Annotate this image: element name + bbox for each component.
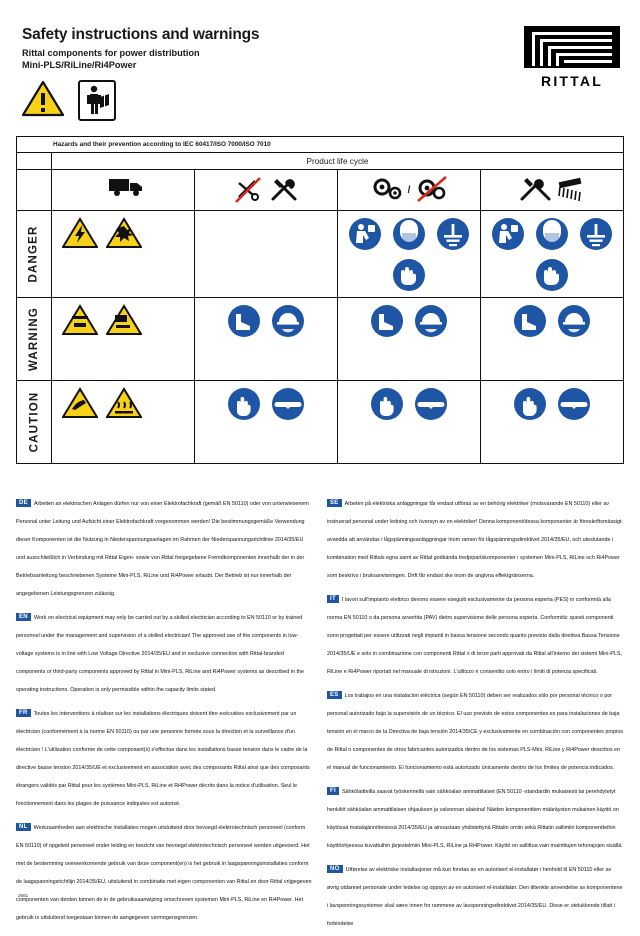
mandatory-earth-ground-icon (436, 217, 470, 251)
paragraph-nl (16, 816, 313, 924)
mandatory-safety-gloves-icon (513, 387, 547, 421)
row-label-caution: CAUTION (17, 381, 52, 463)
lifecycle-phase-installation (195, 170, 338, 210)
language-tag-fi: FI (327, 787, 339, 796)
warning-hot-surface-icon (106, 387, 140, 421)
paragraph-de (16, 492, 313, 600)
danger-cell-maintenance (481, 211, 623, 297)
paragraph-se (327, 492, 624, 582)
product-life-cycle-label: Product life cycle (306, 156, 369, 166)
multilingual-text-block (16, 492, 624, 936)
rittal-logo-mark (524, 26, 620, 68)
mandatory-insulated-gloves-icon (535, 258, 569, 292)
subtitle-line-2: Mini-PLS/RiLine/Ri4Power (22, 60, 137, 71)
caution-cell-transport (52, 381, 195, 463)
mandatory-face-shield-icon (535, 217, 569, 251)
document-header (22, 26, 442, 72)
mandatory-safety-helmet-icon (414, 304, 448, 338)
caution-cell-maintenance (481, 381, 623, 463)
gear-separator-slash: / (407, 184, 411, 196)
mandatory-eye-protection-icon (557, 387, 591, 421)
language-tag-de: DE (16, 499, 31, 508)
paragraph-it (327, 588, 624, 678)
warning-cell-operation (338, 298, 481, 380)
tools-and-brush-icon (519, 175, 549, 205)
paragraph-nl-text: Werkzaamheden aan elektrische installaties mogen uitsluitend door bevoegd elektrotechnisch personeel (conform EN 50110) of opgeleid personeel onder leiding en toezicht van bevoegd elektrotechnisch personeel worden uitgevoerd. Het met de bestemming overeenkomende gebruik van deze component(en) is het gebruik in laagspanningsinstallaties conform de laagspanningsrichtlijn 2014/35/EU, uitsluitend in combinatie met eigen componenten van Rittal en door Rittal vrijgegeven componenten van derden binnen de in de gebruiksaanwijzing omschreven systemen Mini-PLS, RiLine en Ri4Power. Het gebruik is uitsluitend toegestaan binnen de aangegeven vermogensgrenzen. (16, 825, 312, 921)
subtitle-line-1: Rittal components for power distribution (22, 47, 200, 58)
warning-cutting-hand-icon (62, 387, 96, 421)
mandatory-safety-boots-icon (227, 304, 261, 338)
lifecycle-row-spacer (17, 170, 52, 210)
no-gears-icon (416, 175, 446, 205)
warning-cell-installation (195, 298, 338, 380)
language-tag-nl: NL (16, 823, 31, 832)
row-label-warning: WARNING (17, 298, 52, 380)
transport-truck-icon (108, 175, 138, 205)
mandatory-face-shield-icon (392, 217, 426, 251)
lifecycle-phase-maintenance (481, 170, 623, 210)
read-manual-icon (78, 80, 116, 121)
rittal-logo-text: RITTAL (541, 73, 603, 89)
paragraph-fi (327, 780, 624, 852)
text-column-right (327, 492, 624, 936)
brush-icon (555, 175, 585, 205)
mandatory-insulated-gloves-icon (392, 258, 426, 292)
document-number: 2661 (18, 893, 29, 898)
warning-crush-hand-icon (62, 304, 96, 338)
mandatory-safety-boots-icon (513, 304, 547, 338)
mandatory-safety-helmet-icon (271, 304, 305, 338)
table-row (17, 298, 623, 381)
danger-cell-operation (338, 211, 481, 297)
lifecycle-phase-transport (52, 170, 195, 210)
gears-icon (372, 175, 402, 205)
paragraph-it-text: I lavori sull'impianto elettrico devono essere eseguiti esclusivamente da persona esperta (PES) in conformità alla norma EN 50110 o da persona avvertita (PAV) dietro supervisione delle persona esperta. Conformità: questi componenti sono progettati per essere utilizzati negli impianti in bassa tensione secondo quanto previsto dalla direttiva Bassa Tensione 2014/35/UE e solo in combinazione con componenti Rittal o di terze parti approvati da Rittal all'interno dei sistemi Mini-PLS, RiLine e Ri4Power riportati nel manuale di istruzioni. L'utilizzo è consentito solo entro i limiti di potenza specificati. (327, 597, 622, 675)
warning-explosion-icon (106, 217, 140, 251)
matrix-caption: Hazards and their prevention according to IEC 60417/ISO 7000/ISO 7010 (17, 137, 623, 153)
lifecycle-phase-operation (338, 170, 481, 210)
hazard-matrix-table (16, 136, 624, 464)
language-tag-it: IT (327, 595, 339, 604)
paragraph-fr-text: Toutes les interventions à réaliser sur les installations électriques doivent être exécutées exclusivement par un électricien (conformément à la norme EN 50110) ou par une personne formée sous la direction et la surveillance d'un électricien ! L'utilisation conforme de cette composant(s) s'effectue dans les installations basse tension dans le cadre de la directive basse tension 2014/35/UE et exclusivement en association avec des composants Rittal ainsi que des composants étrangers validés par Rittal pour les systèmes Mini-PLS, RiLine et Ri4Power décrits dans la notice d'utilisation. Seul le fonctionnement dans les plages de puissance indiquées est autorisé. (16, 711, 310, 807)
language-tag-no: NO (327, 865, 343, 874)
warning-heavy-load-icon (106, 304, 140, 338)
no-cutter-icon (233, 175, 263, 205)
warning-triangle-exclamation-icon (22, 80, 64, 117)
page-title: Safety instructions and warnings (22, 26, 260, 43)
paragraph-es-text: Los trabajos en una instalación eléctrica (según EN 50110) deben ser realizados sólo por personal técnico o por personal autorizado bajo la supervisión de un técnico. El uso previsto de estos componentes es para instalaciones de baja tensión en el marco de la Directiva de baja tensión 2014/35/CE y exclusivamente en combinación con componentes propios de Rittal o componentes de otros fabricantes autorizados dentro de los sistemas PLS-Mini, RiLine y Ri4Power descritos en el manual de funcionamiento. El funcionamiento está autorizado únicamente dentro de los límites de potencia indicados. (327, 693, 624, 771)
paragraph-de-text: Arbeiten an elektrischen Anlagen dürfen nur von einer Elektrofachkraft (gemäß EN 50110) oder von unterwiesenem Personal unter Leitung und Aufsicht einer Elektrofachkraft vorgenommen werden! Die bestimmungsgemäße Verwendung dieser Komponenten ist die Nutzung in Niederspannungsanlagen im Rahmen der Niederspannungsrichtlinie 2014/35/EU und ausschließlich in Verbindung mit Rittal Eigen- sowie von Rittal freigegebene Fremdkomponenten innerhalb der in der Betriebsanleitung beschriebenen Systeme Mini-PLS, RiLine und Ri4Power erlaubt. Der Betrieb ist nur innerhalb der angegebenen Leistungsgrenzen zulässig. (16, 501, 309, 597)
table-row (17, 211, 623, 298)
paragraph-no (327, 858, 624, 930)
paragraph-no-text: Utførelse av elektriske installasjoner må kun foretas av en autorisert el-installatør i henhold til EN 50110 eller av øvrig utdannet personale under ledelse og oppsyn av en autorisert el-installatør. Den tiltenkte anvendelse av komponentene i lavspenningssystemer skal være innen for rammene av lavspenningsdirektivet 2014/35/EU. Disse er utelukkende tillatt i forbindelse (327, 867, 623, 927)
mandatory-safety-helmet-icon (557, 304, 591, 338)
warning-electricity-icon (62, 217, 96, 251)
warning-cell-maintenance (481, 298, 623, 380)
row-label-danger: DANGER (17, 211, 52, 297)
paragraph-fr (16, 702, 313, 810)
matrix-corner-spacer (17, 153, 52, 169)
danger-cell-transport (52, 211, 195, 297)
lifecycle-icon-row (17, 170, 623, 211)
table-row (17, 381, 623, 463)
mandatory-disconnect-power-icon (348, 217, 382, 251)
warning-cell-transport (52, 298, 195, 380)
mandatory-safety-gloves-icon (370, 387, 404, 421)
text-column-left (16, 492, 313, 936)
rittal-logo (524, 26, 620, 89)
caution-cell-installation (195, 381, 338, 463)
header-pictograms (22, 80, 116, 121)
mandatory-safety-gloves-icon (227, 387, 261, 421)
paragraph-en (16, 606, 313, 696)
caution-cell-operation (338, 381, 481, 463)
mandatory-safety-boots-icon (370, 304, 404, 338)
paragraph-fi-text: Sähkölaitteilla saavat työskennellä vain sähköalan ammattilaiset (EN 50110 -standardin mukaisesti tai perehdytetyt henkilöt sähköalan ammattilaisen ohjauksen ja valvonnan alaisina! Näiden komponenttien määräysten mukainen käyttö on käytössä matalajännitteisissä 2014/35/EU ja ainoastaan yhdistettynä Rittalin omiin sekä Rittalin sallimiin komponentteihin käyttöohjeessa kuvattuihin järjestelmiin Mini-PLS, RiLine ja Ri4Power. Käyttö on sallittua vain mainittujen tehorajojen sisällä. (327, 789, 623, 849)
language-tag-en: EN (16, 613, 31, 622)
language-tag-fr: FR (16, 709, 31, 718)
mandatory-eye-protection-icon (414, 387, 448, 421)
danger-cell-installation (195, 211, 338, 297)
mandatory-eye-protection-icon (271, 387, 305, 421)
tools-icon (269, 175, 299, 205)
paragraph-en-text: Work on electrical equipment may only be carried out by a skilled electrician according to EN 50110 or by trained personnel under the management and supervision of a skilled electrician! The approved use of the components in low-voltage systems is in line with Low Voltage Directive 2014/35/EU and in exclusive connection with Rittal-branded components or third-party components approved by Rittal in Mini-PLS, RiLine and Ri4Power systems as described in the operating instructions. Operation is only permissible within the capacity limits stated. (16, 615, 304, 693)
mandatory-disconnect-power-icon (491, 217, 525, 251)
language-tag-se: SE (327, 499, 342, 508)
paragraph-es (327, 684, 624, 774)
mandatory-earth-ground-icon (579, 217, 613, 251)
paragraph-se-text: Arbeten på elektriska anläggningar får endast utföras av en behörig elektriker (motsvarande EN 50110) eller av instruerad personal under ledning och översyn av en elektriker! Denna komponent/dessa komponenter är föreskriftsmässigt avsedda att användas i lågspänningsanläggningar inom ramen för lågspänningsdirektivet 2014/35/EU, och uteslutande i kombination med Rittals egna samt av Rittal godkända tredjepartskomponenter i systemen Mini-PLS, RiLine och Ri4Power som beskrivs i bruksanvisningen. Drift får endast ske inom de angivna effektgränserna. (327, 501, 622, 579)
language-tag-es: ES (327, 691, 342, 700)
